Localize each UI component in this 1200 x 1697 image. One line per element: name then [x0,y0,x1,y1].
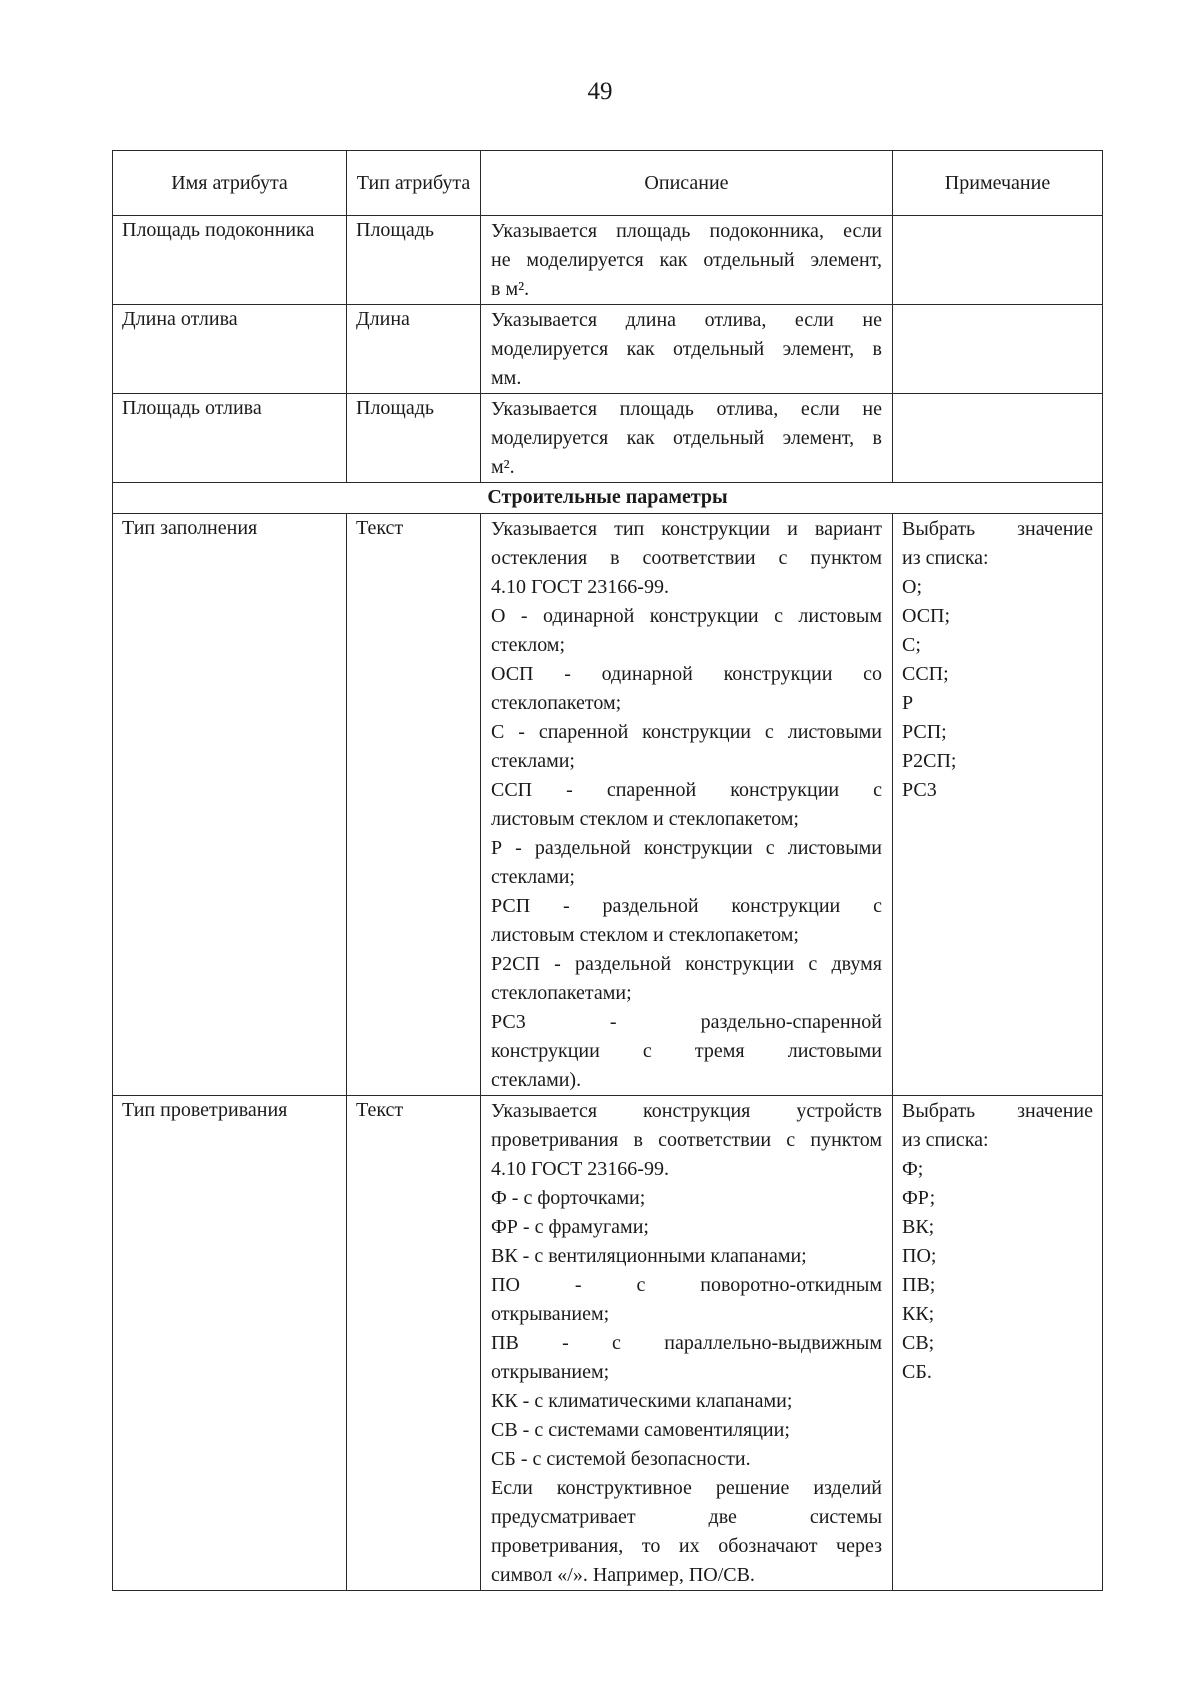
note-line: СБ. [902,1361,932,1383]
description-line: открыванием; [491,1303,610,1325]
description-line: проветривания в соответствии с пунктом [491,1129,882,1151]
description-cell [481,1096,893,1591]
description-line: Указывается площадь подоконника, если [491,220,882,242]
section-row [113,483,1103,514]
note-cell [893,394,1103,483]
note-line: Выбрать значение [902,1100,1093,1122]
note-line: РС3 [902,779,937,801]
note-line: Ф; [902,1158,924,1180]
page-number: 49 [587,78,613,105]
description-line: стеклами; [491,750,575,772]
attribute-name-cell: Тип проветривания [113,1096,347,1591]
description-line: листовым стеклом и стеклопакетом; [491,924,799,946]
note-cell [893,305,1103,394]
description-line: проветривания, то их обозначают через [491,1535,882,1557]
description-line: О - одинарной конструкции с листовым [491,605,882,627]
description-line: в м². [491,278,530,300]
attribute-name-cell: Тип заполнения [113,514,347,1096]
section-title: Строительные параметры [113,483,1103,514]
description-line: ВК - с вентиляционными клапанами; [491,1245,807,1267]
note-cell [893,216,1103,305]
note-cell [893,514,1103,1096]
attribute-type-cell: Длина [347,305,481,394]
description-line: ОСП - одинарной конструкции со [491,663,882,685]
table-header-row [113,151,1103,216]
description-line: СБ - с системой безопасности. [491,1448,751,1470]
table-row [113,514,1103,1096]
description-line: 4.10 ГОСТ 23166-99. [491,1158,669,1180]
note-line: РСП; [902,721,947,743]
note-line: ВК; [902,1216,935,1238]
note-line: из списка: [902,1129,989,1151]
description-line: Если конструктивное решение изделий [491,1477,882,1499]
description-line: м². [491,456,515,478]
header-attribute-name: Имя атрибута [113,151,347,216]
description-line: ФР - с фрамугами; [491,1216,649,1238]
note-line: из списка: [902,547,989,569]
description-line: моделируется как отдельный элемент, в [491,338,882,360]
attribute-type-cell: Текст [347,1096,481,1591]
note-line: ССП; [902,663,949,685]
note-line: ПО; [902,1245,937,1267]
description-line: СВ - с системами самовентиляции; [491,1419,790,1441]
table-row [113,305,1103,394]
description-line: предусматривает две системы [491,1506,882,1528]
description-line: Р2СП - раздельной конструкции с двумя [491,953,882,975]
header-attribute-type: Тип атрибута [347,151,481,216]
table-body-bottom [113,514,1103,1591]
description-line: С - спаренной конструкции с листовыми [491,721,882,743]
table-row [113,1096,1103,1591]
description-line: Указывается конструкция устройств [491,1100,882,1122]
description-cell [481,394,893,483]
attribute-name-cell: Длина отлива [113,305,347,394]
description-cell [481,305,893,394]
table-section [113,483,1103,514]
attribute-type-cell: Площадь [347,216,481,305]
table-row [113,216,1103,305]
description-line: стеклопакетами; [491,982,632,1004]
description-line: открыванием; [491,1361,610,1383]
note-line: О; [902,576,922,598]
description-line: стеклом; [491,634,566,656]
description-line: стеклами; [491,866,575,888]
description-line: ССП - спаренной конструкции с [491,779,882,801]
description-line: листовым стеклом и стеклопакетом; [491,808,799,830]
description-line: мм. [491,367,522,389]
description-line: стеклами). [491,1069,582,1091]
description-line: стеклопакетом; [491,692,622,714]
note-line: Р2СП; [902,750,957,772]
table-row [113,394,1103,483]
attribute-type-cell: Текст [347,514,481,1096]
description-line: конструкции с тремя листовыми [491,1040,882,1062]
description-line: не моделируется как отдельный элемент, [491,249,882,271]
attribute-name-cell: Площадь отлива [113,394,347,483]
description-line: РС3 - раздельно-спаренной [491,1011,882,1033]
description-line: Ф - с форточками; [491,1187,646,1209]
attribute-type-cell: Площадь [347,394,481,483]
note-line: ФР; [902,1187,936,1209]
description-line: Р - раздельной конструкции с листовыми [491,837,882,859]
description-line: остекления в соответствии с пунктом [491,547,882,569]
header-description: Описание [481,151,893,216]
attributes-table [112,150,1103,1591]
note-line: С; [902,634,921,656]
description-line: ПВ - с параллельно-выдвижным [491,1332,882,1354]
note-line: СВ; [902,1332,935,1354]
description-line: Указывается площадь отлива, если не [491,398,882,420]
description-line: ПО - с поворотно-откидным [491,1274,882,1296]
description-line: моделируется как отдельный элемент, в [491,427,882,449]
description-line: КК - с климатическими клапанами; [491,1390,793,1412]
description-line: символ «/». Например, ПО/СВ. [491,1564,755,1586]
description-cell [481,514,893,1096]
description-line: Указывается тип конструкции и вариант [491,518,882,540]
description-line: РСП - раздельной конструкции с [491,895,882,917]
note-line: Выбрать значение [902,518,1093,540]
note-line: КК; [902,1303,935,1325]
description-line: Указывается длина отлива, если не [491,309,882,331]
note-cell [893,1096,1103,1591]
header-note: Примечание [893,151,1103,216]
description-line: 4.10 ГОСТ 23166-99. [491,576,669,598]
description-cell [481,216,893,305]
note-line: ПВ; [902,1274,936,1296]
table-body-top [113,216,1103,483]
note-line: Р [902,692,914,714]
attribute-name-cell: Площадь подоконника [113,216,347,305]
note-line: ОСП; [902,605,951,627]
